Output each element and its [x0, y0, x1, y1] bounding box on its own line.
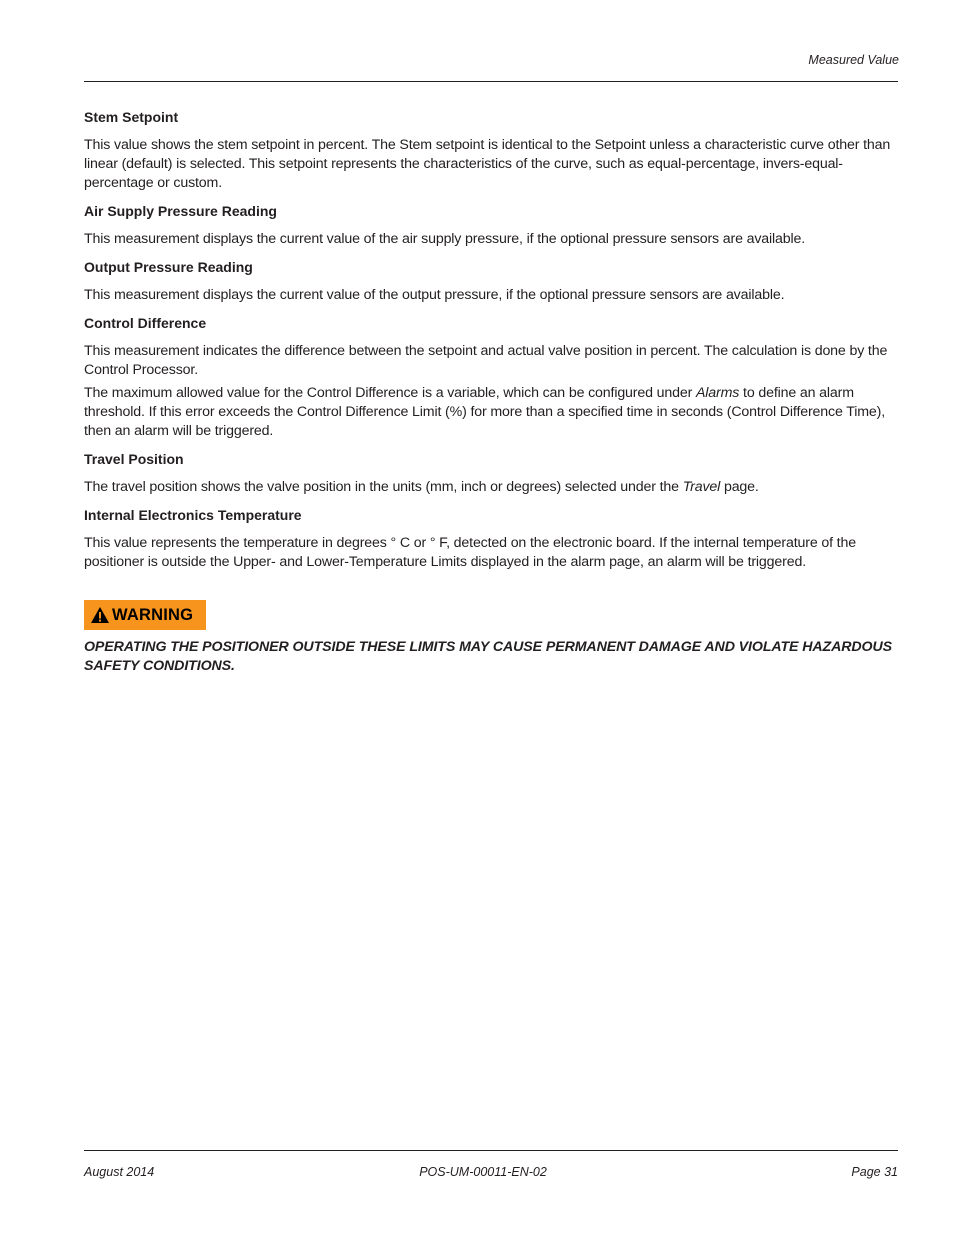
paragraph: This value shows the stem setpoint in percent. The Stem setpoint is identical to the Setpoint unless a characteristic curve other than linear (default) is selected. This setpoint represents the characteristics of the curve, such as equal-percentage, invers-equal-percentage or custom.: [84, 137, 891, 191]
warning-triangle-icon: [90, 606, 110, 624]
section-stem-setpoint: [84, 108, 899, 193]
section-heading: Internal Electronics Temperature: [84, 507, 302, 523]
footer-page-number: Page 31: [851, 1165, 898, 1179]
header-rule: [84, 81, 898, 82]
section-internal-temperature: [84, 506, 899, 572]
section-heading: Output Pressure Reading: [84, 259, 253, 275]
paragraph: This measurement displays the current value of the air supply pressure, if the optional pressure sensors are available.: [84, 231, 806, 247]
footer-date: August 2014: [84, 1165, 155, 1179]
section-control-difference: [84, 314, 899, 441]
alarms-page-reference: Alarms: [695, 385, 740, 401]
footer-rule: [84, 1150, 898, 1151]
paragraph: [84, 478, 899, 497]
page-content: [84, 108, 899, 676]
section-air-supply-pressure: [84, 202, 899, 249]
section-heading: Air Supply Pressure Reading: [84, 203, 277, 219]
paragraph: This value represents the temperature in degrees ° C or ° F, detected on the electronic board. If the internal temperature of the positioner is outside the Upper- and Lower-Temperature Limits displayed in the alarm page, an alarm will be triggered.: [84, 535, 856, 570]
paragraph: This measurement displays the current value of the output pressure, if the optional pressure sensors are available.: [84, 287, 785, 303]
travel-page-reference: Travel: [682, 479, 721, 495]
paragraph: This measurement indicates the difference between the setpoint and actual valve position in percent. The calculation is done by the Control Processor.: [84, 343, 888, 378]
section-heading: Control Difference: [84, 315, 207, 331]
text-run: The maximum allowed value for the Control Difference is a variable, which can be configured under: [84, 385, 696, 401]
warning-label: WARNING: [112, 605, 194, 624]
warning-message: OPERATING THE POSITIONER OUTSIDE THESE LIMITS MAY CAUSE PERMANENT DAMAGE AND VIOLATE HAZARDOUS SAFETY CONDITIONS.: [84, 639, 892, 674]
text-run: page.: [720, 479, 759, 495]
section-output-pressure: [84, 258, 899, 305]
running-header: Measured Value: [808, 53, 899, 67]
text-run: The travel position shows the valve position in the units (mm, inch or degrees) selected under the: [84, 479, 683, 495]
section-heading: Travel Position: [84, 451, 184, 467]
section-travel-position: [84, 450, 899, 497]
section-heading: Stem Setpoint: [84, 109, 179, 125]
warning-badge: [84, 600, 206, 630]
text-run: to define an alarm threshold. If this error exceeds the Control Difference Limit (%) for more than a specified time in seconds (Control Difference Time), then an alarm will be triggered.: [84, 385, 886, 439]
paragraph: [84, 384, 899, 441]
footer-doc-number: POS-UM-00011-EN-02: [419, 1165, 547, 1179]
